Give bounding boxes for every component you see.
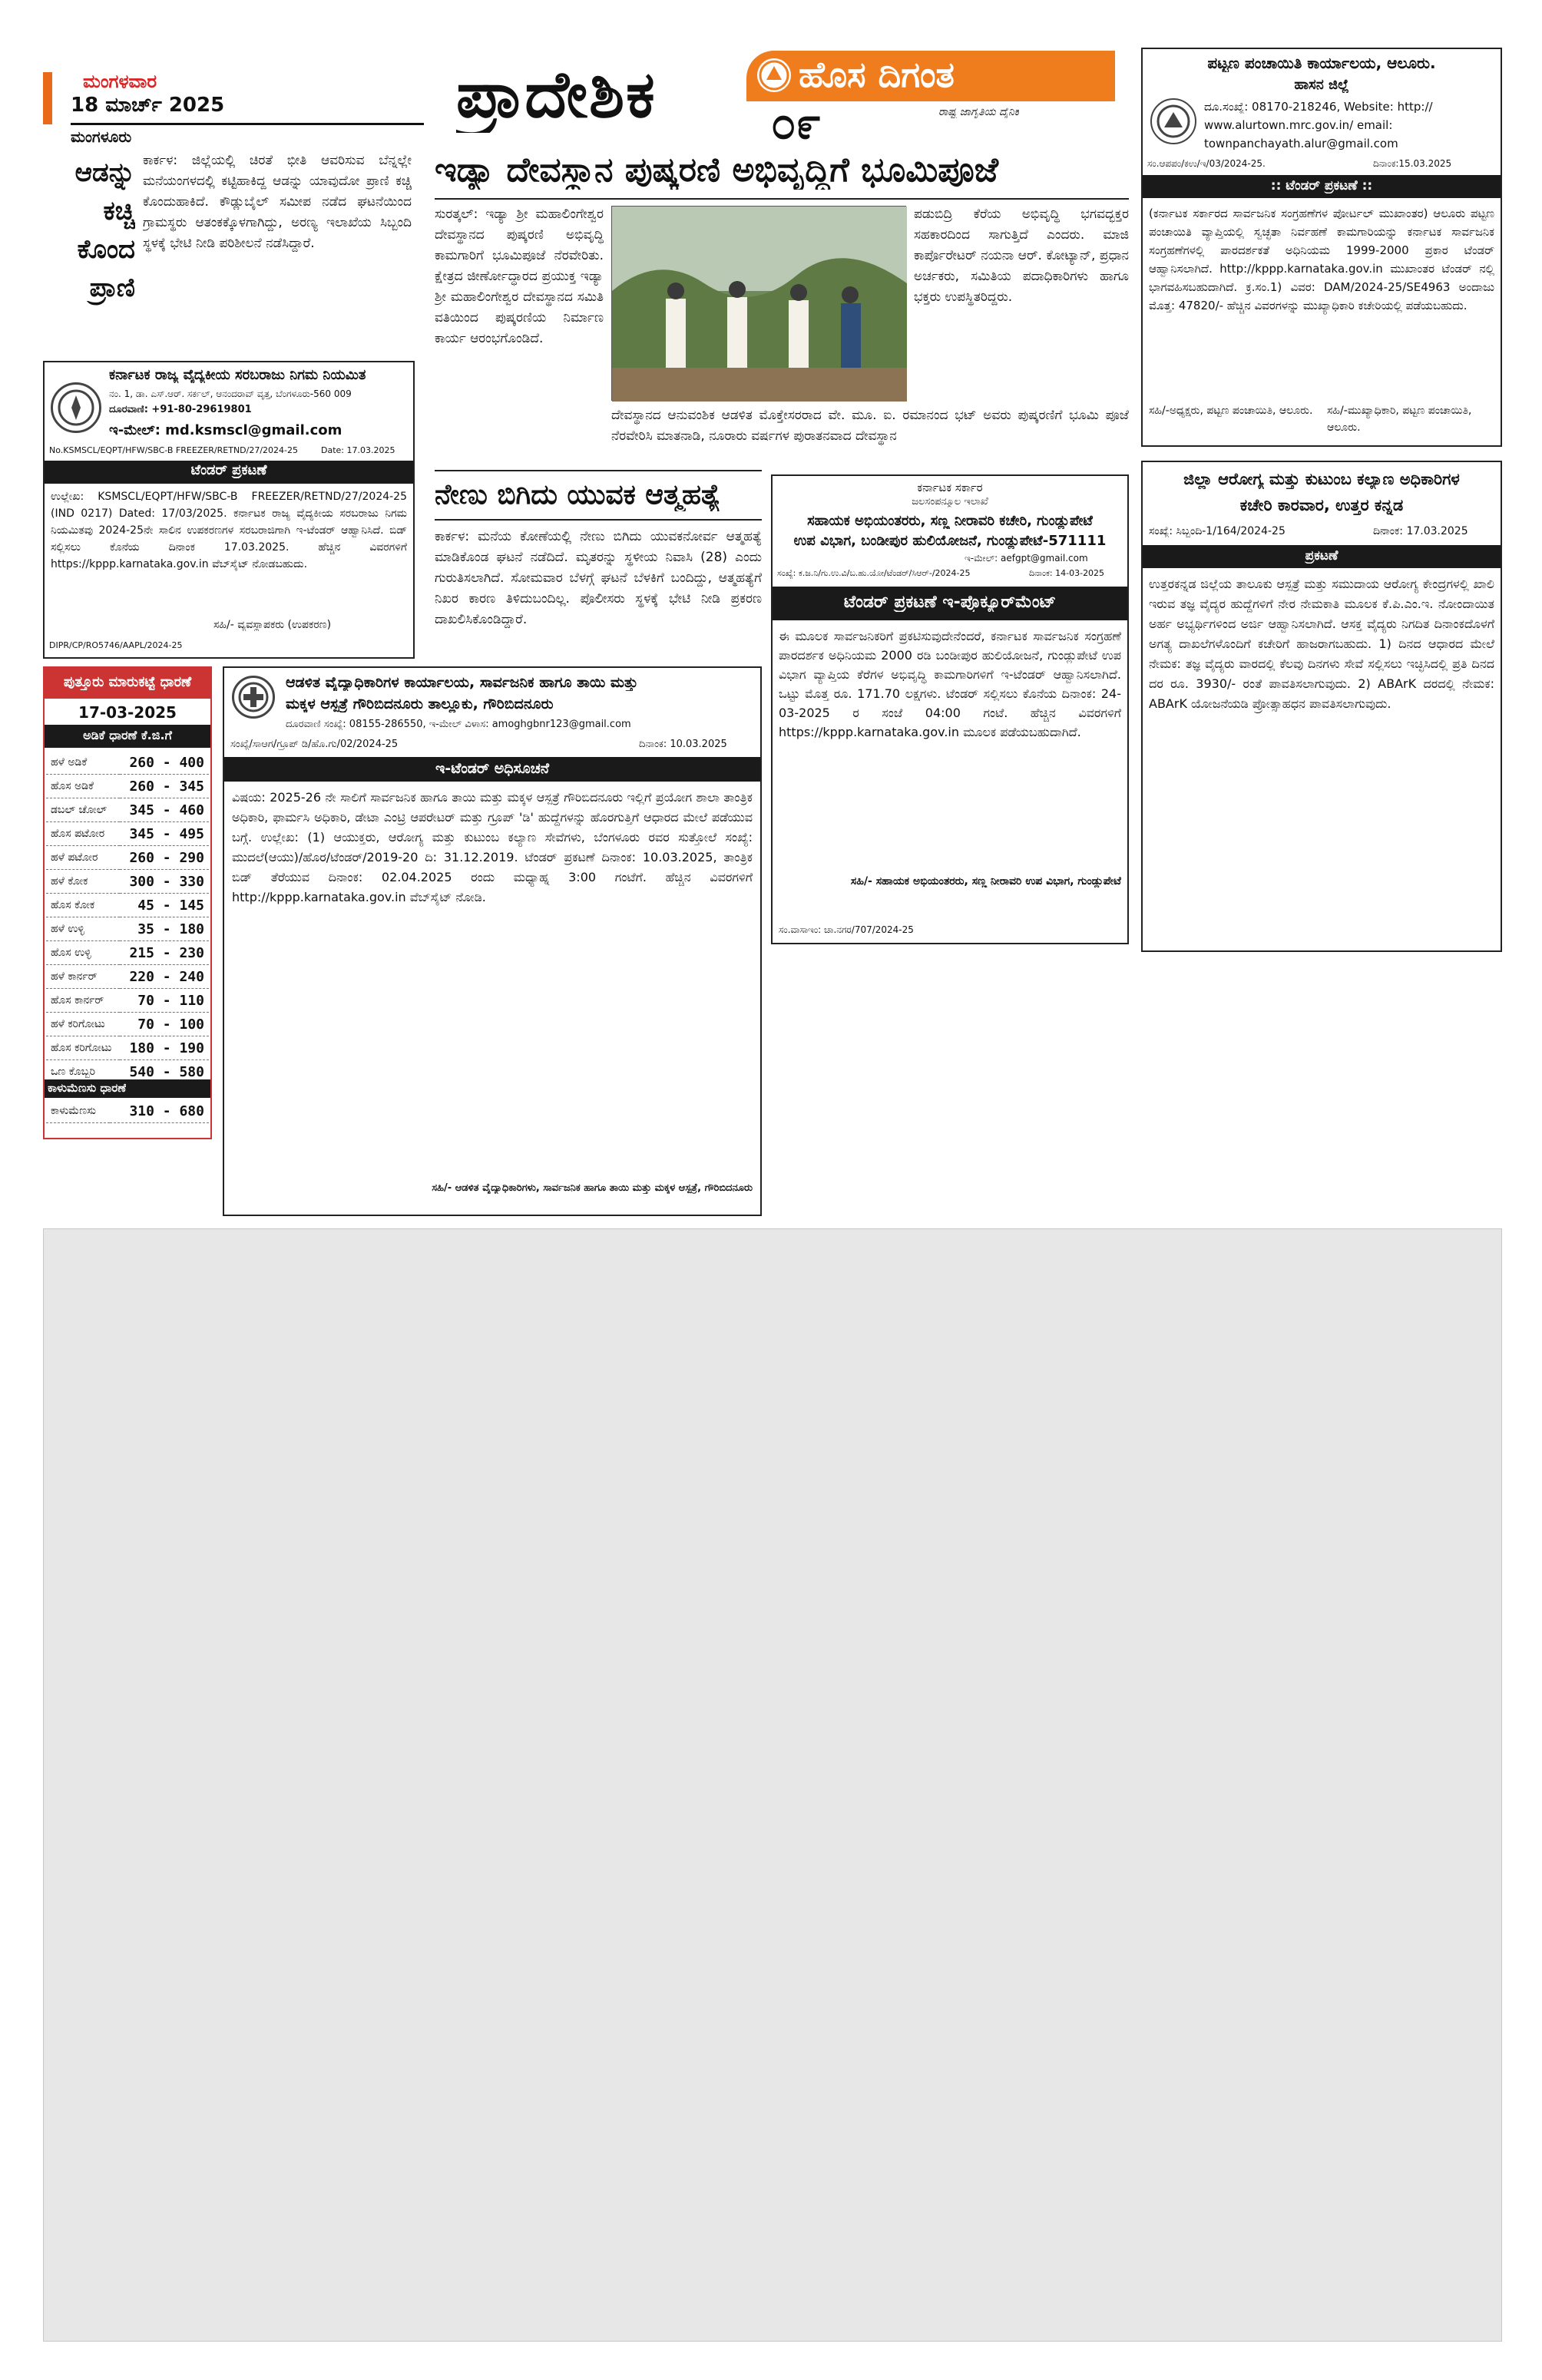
ksmscl-sign: ಸಹಿ/- ವ್ಯವಸ್ಥಾಪಕರು (ಉಪಕರಣ) — [213, 619, 332, 631]
irrigation-heading2: ಉಪ ವಿಭಾಗ, ಬಂಡೀಪುರ ಹುಲಿಯೋಜನೆ, ಗುಂಡ್ಲುಪೇಟೆ-571111 — [793, 533, 1107, 549]
price-value: 45 - 145 — [120, 894, 209, 917]
price-value: 345 - 495 — [120, 822, 209, 846]
hospital-ref: ಸಂಖ್ಯೆ/ಸಾಆಗ/ಗ್ರೂಪ್ ಡಿ/ಹೊ.ಗು/02/2024-25 — [230, 739, 399, 750]
ksmscl-heading: ಕರ್ನಾಟಕ ರಾಜ್ಯ ವೈದ್ಯಕೀಯ ಸರಬರಾಜು ನಿಗಮ ನಿಯಮಿತ — [109, 367, 366, 383]
main-headline: ಇಡ್ಯಾ ದೇವಸ್ಥಾನ ಪುಷ್ಕರಣಿ ಅಭಿವೃದ್ಧಿಗೆ ಭೂಮಿಪೂಜೆ — [435, 150, 998, 190]
paper-tagline: ರಾಷ್ಟ್ರ ಜಾಗೃತಿಯ ದೈನಿಕ — [938, 106, 1020, 118]
pattana-sign-right: ಸಹಿ/-ಮುಖ್ಯಾಧಿಕಾರಿ, ಪಟ್ಟಣ ಪಂಚಾಯಿತಿ, ಆಲೂರು. — [1327, 405, 1472, 434]
main-story-col1: ಸುರತ್ಕಲ್: ಇಡ್ಯಾ ಶ್ರೀ ಮಹಾಲಿಂಗೇಶ್ವರ ದೇವಸ್ಥಾನದ ಪುಷ್ಕರಣಿ ಅಭಿವೃದ್ಧಿ ಕಾಮಗಾರಿಗೆ ಭೂಮಿಪೂಜೆ ನೆರವೇರಿತು. ಕ್ಷೇತ್ರದ ಜೀರ್ಣೋದ್ಧಾರದ ಪ್ರಯುಕ್ತ ಇಡ್ಯಾ ಶ್ರೀ ಮಹಾಲಿಂಗೇಶ್ವರ ದೇವಸ್ಥಾನದ ಸಮಿತಿ ವತಿಯಿಂದ ಪುಷ್ಕರಣಿಯ ನಿರ್ಮಾಣ ಕಾರ್ಯ ಆರಂಭಗೊಂಡಿದೆ. — [435, 207, 604, 346]
table-row — [46, 1099, 209, 1123]
ksmscl-ref: No.KSMSCL/EQPT/HFW/SBC-B FREEZER/RETND/27/2024-25 — [49, 445, 299, 455]
irrigation-subheading-bar — [773, 587, 1127, 620]
table-row — [46, 846, 209, 870]
irrigation-govt: ಕರ್ನಾಟಕ ಸರ್ಕಾರ — [917, 481, 983, 494]
table-row — [46, 822, 209, 846]
price-label: ಒಣ ಕೊಬ್ಬರಿ — [46, 1060, 120, 1084]
lower-page-placeholder — [43, 1228, 1502, 2342]
market-subheading-bar — [45, 725, 210, 748]
irrigation-heading1: ಸಹಾಯಕ ಅಭಿಯಂತರರು, ಸಣ್ಣ ನೀರಾವರಿ ಕಚೇರಿ, ಗುಂಡ್ಲುಪೇಟೆ — [807, 513, 1093, 529]
price-value: 220 - 240 — [120, 965, 209, 989]
masthead-place: ಮಂಗಳೂರು — [71, 127, 132, 146]
masthead-day: ಮಂಗಳವಾರ — [83, 71, 157, 92]
pattana-email: townpanchayath.alur@gmail.com — [1204, 137, 1398, 150]
karwar-subheading-bar — [1143, 545, 1501, 568]
price-label: ಹಳೆ ಕರಿಗೋಟು — [46, 1013, 120, 1036]
pattana-heading: ಪಟ್ಟಣ ಪಂಚಾಯಿತಿ ಕಾರ್ಯಾಲಯ, ಆಲೂರು. — [1207, 54, 1436, 72]
hospital-contact: ದೂರವಾಣಿ ಸಂಖ್ಯೆ: 08155-286550, ಇ-ಮೇಲ್ ವಿಳಾಸ: amoghgbnr123@gmail.com — [286, 719, 631, 730]
price-value: 260 - 290 — [120, 846, 209, 870]
price-label: ಡಬಲ್ ಚೋಲ್ — [46, 798, 120, 822]
price-value: 70 - 110 — [120, 989, 209, 1013]
ksmscl-dipr: DIPR/CP/RO5746/AAPL/2024-25 — [49, 640, 183, 650]
price-value: 215 - 230 — [120, 941, 209, 965]
second-headline: ನೇಣು ಬಿಗಿದು ಯುವಕ ಆತ್ಮಹತ್ಯೆ — [435, 479, 721, 511]
price-value: 540 - 580 — [120, 1060, 209, 1084]
karwar-heading2: ಕಚೇರಿ ಕಾರವಾರ, ಉತ್ತರ ಕನ್ನಡ — [1239, 496, 1404, 514]
logo-emblem-icon — [757, 58, 791, 92]
pattana-district: ಹಾಸನ ಜಿಲ್ಲೆ — [1294, 77, 1349, 93]
karwar-subheading: ಪ್ರಕಟಣೆ — [1305, 548, 1338, 564]
price-label: ಹೊಸ ಉಳ್ಳಿ — [46, 941, 120, 965]
market-box — [43, 666, 212, 1139]
price-value: 70 - 100 — [120, 1013, 209, 1036]
pattana-subheading: :: ಟೆಂಡರ್ ಪ್ರಕಟಣೆ :: — [1270, 178, 1373, 193]
irrigation-subheading: ಟೆಂಡರ್ ಪ್ರಕಟಣೆ ಇ-ಪ್ರೊಕ್ಯೂರ್‌ಮೆಂಟ್ — [843, 593, 1057, 612]
pattana-logo-icon — [1150, 98, 1196, 144]
main-story-bottom-rule — [435, 470, 762, 471]
market-subheading: ಅಡಿಕೆ ಧಾರಣೆ ಕೆ.ಜಿ.ಗೆ — [83, 728, 172, 742]
table-row — [46, 989, 209, 1013]
arecanut-price-table — [46, 751, 209, 1084]
ksmscl-ref-date: Date: 17.03.2025 — [321, 445, 395, 455]
pepper-price-table — [46, 1099, 209, 1123]
paper-logo-block — [746, 51, 1115, 147]
ceremony-photo-icon — [612, 207, 907, 402]
main-story-footer: ದೇವಸ್ಥಾನದ ಆನುವಂಶಿಕ ಆಡಳಿತ ಮೊಕ್ತೇಸರರಾದ ವೇ. ಮೂ. ಐ. ರಮಾನಂದ ಭಟ್ ಅವರು ಪುಷ್ಕರಣಿಗೆ ಭೂಮಿ ಪೂಜೆ ನೆರವೇರಿಸಿ ಮಾತನಾಡಿ, ನೂರಾರು ವರ್ಷಗಳ ಪುರಾತನವಾದ ದೇವಸ್ಥಾನ — [611, 408, 1129, 444]
second-headline-rule — [435, 519, 762, 521]
price-label: ಹೊಸ ಪಟೋರ — [46, 822, 120, 846]
price-value: 260 - 345 — [120, 775, 209, 798]
price-value: 35 - 180 — [120, 917, 209, 941]
irrigation-dept: ಜಲಸಂಪನ್ಮೂಲ ಇಲಾಖೆ — [912, 496, 988, 507]
page-number: ೦೯ — [771, 97, 821, 149]
pattana-body: (ಕರ್ನಾಟಕ ಸರ್ಕಾರದ ಸಾರ್ವಜನಿಕ ಸಂಗ್ರಹಣೆಗಳ ಪೋರ್ಟಲ್ ಮುಖಾಂತರ) ಆಲೂರು ಪಟ್ಟಣ ಪಂಚಾಯಿತಿ ವ್ಯಾಪ್ತಿಯಲ್ಲಿ ಸ್ವಚ್ಛತಾ ನಿರ್ವಹಣೆ ಕಾಮಗಾರಿಯನ್ನು ಕರ್ನಾಟಕ ಸಾರ್ವಜನಿಕ ಸಂಗ್ರಹಣೆಗಳಲ್ಲಿ ಪಾರದರ್ಶಕತೆ ಅಧಿನಿಯಮ 1999-2000 ಪ್ರಕಾರ ಟೆಂಡರ್ ಆಹ್ವಾನಿಸಲಾಗಿದೆ. http://kppp.karnataka.gov.in ಮುಖಾಂತರ ಟೆಂಡರ್ ನಲ್ಲಿ ಭಾಗವಹಿಸಬಹುದಾಗಿದೆ. ಕ್ರ.ಸಂ.1) ವಿವರ: DAM/2024-25/SE4963 ಅಂದಾಜು ಮೊತ್ತ: 47820/- ಹೆಚ್ಚಿನ ವಿವರಗಳನ್ನು ಮುಖ್ಯಾಧಿಕಾರಿ ಕಚೇರಿಯಲ್ಲಿ ಪಡೆಯಬಹುದು. — [1149, 207, 1494, 312]
hospital-sign: ಸಹಿ/- ಆಡಳಿತ ವೈದ್ಯಾಧಿಕಾರಿಗಳು, ಸಾರ್ವಜನಿಕ ಹಾಗೂ ತಾಯಿ ಮತ್ತು ಮಕ್ಕಳ ಆಸ್ಪತ್ರೆ, ಗೌರಿಬಿದನೂರು — [432, 1182, 753, 1194]
price-label: ಹೊಸ ಕಾರ್ನರ್ — [46, 989, 120, 1013]
table-row — [46, 917, 209, 941]
price-value: 345 - 460 — [120, 798, 209, 822]
hospital-heading1: ಆಡಳಿತ ವೈದ್ಯಾಧಿಕಾರಿಗಳ ಕಾರ್ಯಾಲಯ, ಸಾರ್ವಜನಿಕ ಹಾಗೂ ತಾಯಿ ಮತ್ತು — [286, 674, 638, 691]
price-label: ಹಳೆ ಅಡಿಕೆ — [46, 751, 120, 775]
paper-name: ಹೊಸ ದಿಗಂತ — [799, 54, 955, 95]
main-story-col2: ಪಡುಬಿದ್ರಿ ಕೆರೆಯ ಅಭಿವೃದ್ಧಿ ಭಗವದ್ಭಕ್ತರ ಸಹಕಾರದಿಂದ ಸಾಗುತ್ತಿದೆ ಎಂದರು. ಮಾಜಿ ಕಾರ್ಪೊರೇಟರ್ ನಯನಾ ಆರ್. ಕೋಟ್ಯಾನ್, ಪ್ರಧಾನ ಅರ್ಚಕರು, ಸಮಿತಿಯ ಪದಾಧಿಕಾರಿಗಳು ಹಾಗೂ ಭಕ್ತರು ಉಪಸ್ಥಿತರಿದ್ದರು. — [914, 207, 1129, 305]
karwar-body: ಉತ್ತರಕನ್ನಡ ಜಿಲ್ಲೆಯ ತಾಲೂಕು ಆಸ್ಪತ್ರೆ ಮತ್ತು ಸಮುದಾಯ ಆರೋಗ್ಯ ಕೇಂದ್ರಗಳಲ್ಲಿ ಖಾಲಿ ಇರುವ ತಜ್ಞ ವೈದ್ಯರ ಹುದ್ದೆಗಳಿಗೆ ನೇರ ನೇಮಕಾತಿ ಮೂಲಕ ಕೆ.ಪಿ.ಎಂ.ಇ. ನೋಂದಾಯಿತ ಅರ್ಹ ಅಭ್ಯರ್ಥಿಗಳಿಂದ ಅರ್ಜಿ ಆಹ್ವಾನಿಸಲಾಗಿದೆ. ಆಸಕ್ತ ವೈದ್ಯರು ನಿಗದಿತ ದಿನಾಂಕದೊಳಗೆ ಅಗತ್ಯ ದಾಖಲೆಗಳೊಂದಿಗೆ ಕಚೇರಿಗೆ ಹಾಜರಾಗಬಹುದು. 1) ದಿನದ ಆಧಾರದ ಮೇಲೆ ನೇಮಕ: ತಜ್ಞ ವೈದ್ಯರು ವಾರದಲ್ಲಿ ಕೆಲವು ದಿನಗಳು ಸೇವೆ ಸಲ್ಲಿಸಲು ಇಚ್ಛಿಸಿದಲ್ಲಿ ಪ್ರತಿ ದಿನದ ದರ ರೂ. 3930/- ರಂತೆ ಪಾವತಿಸಲಾಗುವುದು. 2) ABArK ದರದಲ್ಲಿ ನೇಮಕ: ABArK ಯೋಜನೆಯಡಿ ಪ್ರೋತ್ಸಾಹಧನ ಪಾವತಿಸಲಾಗುವುದು. — [1149, 577, 1494, 711]
table-row — [46, 798, 209, 822]
hospital-subheading-bar — [224, 757, 760, 782]
ksmscl-logo-icon — [51, 382, 101, 433]
irrigation-email: ಇ-ಮೇಲ್: aefgpt@gmail.com — [965, 553, 1088, 564]
table-row — [46, 751, 209, 775]
table-row — [46, 965, 209, 989]
notice-minor-irrigation — [771, 474, 1129, 944]
price-label: ಹೊಸ ಕೋಕ — [46, 894, 120, 917]
main-headline-rule — [435, 198, 1129, 200]
price-label: ಹಳೆ ಕೋಕ — [46, 870, 120, 894]
brief-headline: ಆಡನ್ನು ಕಚ್ಚಿ ಕೊಂದ ಪ್ರಾಣಿ — [74, 157, 135, 303]
price-label: ಹಳೆ ಪಟೋರ — [46, 846, 120, 870]
masthead-date-rule — [71, 123, 424, 125]
section-title: ಪ್ರಾದೇಶಿಕ — [456, 57, 657, 132]
pepper-heading-bar — [45, 1079, 210, 1098]
pattana-ref: ಸಂ.ಆಪಪಂ/ಕಉ/ಇ/03/2024-25. — [1147, 158, 1266, 169]
second-story-body: ಕಾರ್ಕಳ: ಮನೆಯ ಕೋಣೆಯಲ್ಲಿ ನೇಣು ಬಿಗಿದು ಯುವಕನೋರ್ವ ಆತ್ಮಹತ್ಯೆ ಮಾಡಿಕೊಂಡ ಘಟನೆ ನಡೆದಿದೆ. ಮೃತರನ್ನು ಸ್ಥಳೀಯ ನಿವಾಸಿ (28) ಎಂದು ಗುರುತಿಸಲಾಗಿದೆ. ಸೋಮವಾರ ಬೆಳಗ್ಗೆ ಘಟನೆ ಬೆಳಕಿಗೆ ಬಂದಿದ್ದು, ಆತ್ಮಹತ್ಯೆಗೆ ನಿಖರ ಕಾರಣ ತಿಳಿದುಬಂದಿಲ್ಲ. ಪೊಲೀಸರು ಸ್ಥಳಕ್ಕೆ ಭೇಟಿ ನೀಡಿ ಪ್ರಕರಣ ದಾಖಲಿಸಿಕೊಂಡಿದ್ದಾರೆ. — [435, 529, 762, 627]
date-color-bar — [43, 72, 52, 124]
pattana-phone: ದೂ.ಸಂಖ್ಯೆ: 08170-218246, Website: http:// — [1204, 100, 1433, 114]
table-row — [46, 941, 209, 965]
table-row — [46, 870, 209, 894]
hospital-heading2: ಮಕ್ಕಳ ಆಸ್ಪತ್ರೆ ಗೌರಿಬಿದನೂರು ತಾಲ್ಲೂಕು, ಗೌರಿಬಿದನೂರು — [286, 696, 554, 712]
karwar-ref: ಸಂಖ್ಯೆ: ಸಿಬ್ಬಂದಿ-1/164/2024-25 — [1149, 525, 1286, 537]
hospital-body: ವಿಷಯ: 2025-26 ನೇ ಸಾಲಿಗೆ ಸಾರ್ವಜನಿಕ ಹಾಗೂ ತಾಯಿ ಮತ್ತು ಮಕ್ಕಳ ಆಸ್ಪತ್ರೆ ಗೌರಿಬಿದನೂರು ಇಲ್ಲಿಗೆ ಪ್ರಯೋಗ ಶಾಲಾ ತಾಂತ್ರಿಕ ಅಧಿಕಾರಿ, ಫಾರ್ಮಸಿ ಅಧಿಕಾರಿ, ಡೇಟಾ ಎಂಟ್ರಿ ಆಪರೇಟರ್ ಮತ್ತು ಗ್ರೂಪ್ 'ಡಿ' ಹುದ್ದೆಗಳನ್ನು ಹೊರಗುತ್ತಿಗೆ ಆಧಾರದ ಮೇಲೆ ಪಡೆಯುವ ಬಗ್ಗೆ. ಉಲ್ಲೇಖ: (1) ಆಯುಕ್ತರು, ಆರೋಗ್ಯ ಮತ್ತು ಕುಟುಂಬ ಕಲ್ಯಾಣ ಸೇವೆಗಳು, ಬೆಂಗಳೂರು ರವರ ಸುತ್ತೋಲೆ ಸಂಖ್ಯೆ: ಮುದಲೆ(ಆಯು)/ಹೊರ/ಟೆಂಡರ್/2019-20 ದಿ: 31.12.2019. ಟೆಂಡರ್ ಪ್ರಕಟಣೆ ದಿನಾಂಕ: 10.03.2025, ತಾಂತ್ರಿಕ ಬಿಡ್ ತೆರೆಯುವ ದಿನಾಂಕ: 02.04.2025 ರಂದು ಮಧ್ಯಾಹ್ನ 3:00 ಗಂಟೆಗೆ. ಹೆಚ್ಚಿನ ವಿವರಗಳಿಗೆ http://kppp.karnataka.gov.in ವೆಬ್‌ಸೈಟ್ ನೋಡಿ. — [232, 790, 753, 904]
price-label: ಹಳೆ ಕಾರ್ನರ್ — [46, 965, 120, 989]
table-row — [46, 775, 209, 798]
ksmscl-contact: ದೂರವಾಣಿ: +91-80-29619801 — [109, 404, 252, 415]
table-row — [46, 1036, 209, 1060]
hospital-emblem-icon — [232, 676, 275, 719]
notice-health-karwar — [1141, 461, 1502, 952]
main-story-photo — [611, 206, 906, 401]
price-label: ಹಳೆ ಉಳ್ಳಿ — [46, 917, 120, 941]
hospital-subheading: ಇ-ಟೆಂಡರ್ ಅಧಿಸೂಚನೆ — [435, 760, 550, 777]
market-heading: ಪುತ್ತೂರು ಮಾರುಕಟ್ಟೆ ಧಾರಣೆ — [63, 674, 192, 690]
price-value: 300 - 330 — [120, 870, 209, 894]
price-value: 310 - 680 — [110, 1099, 209, 1123]
ksmscl-email: ಇ-ಮೇಲ್: md.ksmscl@gmail.com — [109, 422, 342, 438]
pattana-sign-left: ಸಹಿ/-ಅಧ್ಯಕ್ಷರು, ಪಟ್ಟಣ ಪಂಚಾಯಿತಿ, ಆಲೂರು. — [1149, 405, 1313, 417]
karwar-heading1: ಜಿಲ್ಲಾ ಆರೋಗ್ಯ ಮತ್ತು ಕುಟುಂಬ ಕಲ್ಯಾಣ ಅಧಿಕಾರಿಗಳ — [1183, 470, 1460, 488]
market-heading-bar — [45, 668, 210, 699]
pattana-website: www.alurtown.mrc.gov.in/ email: — [1204, 118, 1393, 132]
hospital-ref-date: ದಿನಾಂಕ: 10.03.2025 — [639, 739, 727, 750]
price-label: ಹೊಸ ಕರಿಗೋಟು — [46, 1036, 120, 1060]
price-value: 260 - 400 — [120, 751, 209, 775]
market-date: 17-03-2025 — [78, 703, 177, 722]
irrigation-sign: ಸಹಿ/- ಸಹಾಯಕ ಅಭಿಯಂತರರು, ಸಣ್ಣ ನೀರಾವರಿ ಉಪ ವಿಭಾಗ, ಗುಂಡ್ಲುಪೇಟೆ — [850, 875, 1121, 888]
notice-ksmscl — [43, 361, 415, 659]
masthead-date: 18 ಮಾರ್ಚ್ 2025 — [71, 94, 225, 117]
pattana-ref-date: ದಿನಾಂಕ:15.03.2025 — [1373, 158, 1452, 169]
karwar-ref-date: ದಿನಾಂಕ: 17.03.2025 — [1373, 525, 1468, 537]
irrigation-ref-date: ದಿನಾಂಕ: 14-03-2025 — [1029, 568, 1105, 578]
irrigation-body: ಈ ಮೂಲಕ ಸಾರ್ವಜನಿಕರಿಗೆ ಪ್ರಕಟಿಸುವುದೇನೆಂದರೆ, ಕರ್ನಾಟಕ ಸಾರ್ವಜನಿಕ ಸಂಗ್ರಹಣೆ ಪಾರದರ್ಶಕ ಅಧಿನಿಯಮ 2000 ರಡಿ ಬಂಡೀಪುರ ಹುಲಿಯೋಜನೆ, ಗುಂಡ್ಲುಪೇಟೆ ಉಪ ವಿಭಾಗ ವ್ಯಾಪ್ತಿಯ ಕೆರೆಗಳ ಅಭಿವೃದ್ಧಿ ಕಾಮಗಾರಿಗಳಿಗೆ ಇ-ಟೆಂಡರ್ ಆಹ್ವಾನಿಸಲಾಗಿದೆ. ಒಟ್ಟು ಮೊತ್ತ ರೂ. 171.70 ಲಕ್ಷಗಳು. ಟೆಂಡರ್ ಸಲ್ಲಿಸಲು ಕೊನೆಯ ದಿನಾಂಕ: 24-03-2025 ರ ಸಂಜೆ 04:00 ಗಂಟೆ. ಹೆಚ್ಚಿನ ವಿವರಗಳಿಗೆ https://kppp.karnataka.gov.in ಮೂಲಕ ಪಡೆಯಬಹುದಾಗಿದೆ. — [779, 629, 1121, 739]
ksmscl-body: ಉಲ್ಲೇಖ: KSMSCL/EQPT/HFW/SBC-B FREEZER/RETND/27/2024-25 (IND 0217) Dated: 17/03/2025. ಕರ್ನಾಟಕ ರಾಜ್ಯ ವೈದ್ಯಕೀಯ ಸರಬರಾಜು ನಿಗಮ ನಿಯಮಿತವು 2024-25ನೇ ಸಾಲಿನ ಉಪಕರಣಗಳ ಸರಬರಾಜಿಗಾಗಿ ಇ-ಟೆಂಡರ್ ಆಹ್ವಾನಿಸಿದೆ. ಬಿಡ್ ಸಲ್ಲಿಸಲು ಕೊನೆಯ ದಿನಾಂಕ 17.03.2025. ಹೆಚ್ಚಿನ ವಿವರಗಳಿಗೆ https://kppp.karnataka.gov.in ವೆಬ್‌ಸೈಟ್ ನೋಡಬಹುದು. — [51, 491, 407, 570]
irrigation-ref: ಸಂಖ್ಯೆ: ಕ.ಜ.ನಿ/ಗು.ಉ.ವಿ/ಬ.ಹು.ಯೋ/ಟೆಂಡರ್/ಸಿಆರ್-/2024-25 — [777, 568, 971, 578]
price-value: 180 - 190 — [120, 1036, 209, 1060]
table-row — [46, 894, 209, 917]
brief-body: ಕಾರ್ಕಳ: ಜಿಲ್ಲೆಯಲ್ಲಿ ಚಿರತೆ ಭೀತಿ ಆವರಿಸುವ ಬೆನ್ನಲ್ಲೇ ಮನೆಯಂಗಳದಲ್ಲಿ ಕಟ್ಟಿಹಾಕಿದ್ದ ಆಡನ್ನು ಯಾವುದೋ ಪ್ರಾಣಿ ಕಚ್ಚಿ ಕೊಂದುಹಾಕಿದೆ. ಕೌಡ್ಲುಬೈಲ್ ಸಮೀಪ ನಡೆದ ಘಟನೆಯಿಂದ ಗ್ರಾಮಸ್ಥರು ಆತಂಕಕ್ಕೊಳಗಾಗಿದ್ದು, ಅರಣ್ಯ ಇಲಾಖೆಯ ಸಿಬ್ಬಂದಿ ಸ್ಥಳಕ್ಕೆ ಭೇಟಿ ನೀಡಿ ಪರಿಶೀಲನೆ ನಡೆಸಿದ್ದಾರೆ. — [143, 153, 412, 251]
ksmscl-subheading: ಟೆಂಡರ್ ಪ್ರಕಟಣೆ — [190, 462, 267, 478]
irrigation-dipr: ಸಂ.ವಾಸಾಇಂ: ಚಾ.ನಗರ/707/2024-25 — [779, 924, 914, 935]
table-row — [46, 1013, 209, 1036]
ksmscl-subheading-bar — [45, 461, 413, 484]
ksmscl-address: ನಂ. 1, ಡಾ. ಎಸ್.ಆರ್. ಸರ್ಕಲ್, ಆನಂದರಾವ್ ವೃತ್ತ, ಬೆಂಗಳೂರು-560 009 — [109, 388, 352, 399]
price-label: ಕಾಳುಮೆಣಸು — [46, 1099, 110, 1123]
pattana-subheading-bar — [1143, 175, 1501, 198]
notice-hospital — [223, 666, 762, 1216]
pepper-heading: ಕಾಳುಮೆಣಸು ಧಾರಣೆ — [48, 1081, 127, 1095]
price-label: ಹೊಸ ಅಡಿಕೆ — [46, 775, 120, 798]
notice-pattana — [1141, 48, 1502, 447]
